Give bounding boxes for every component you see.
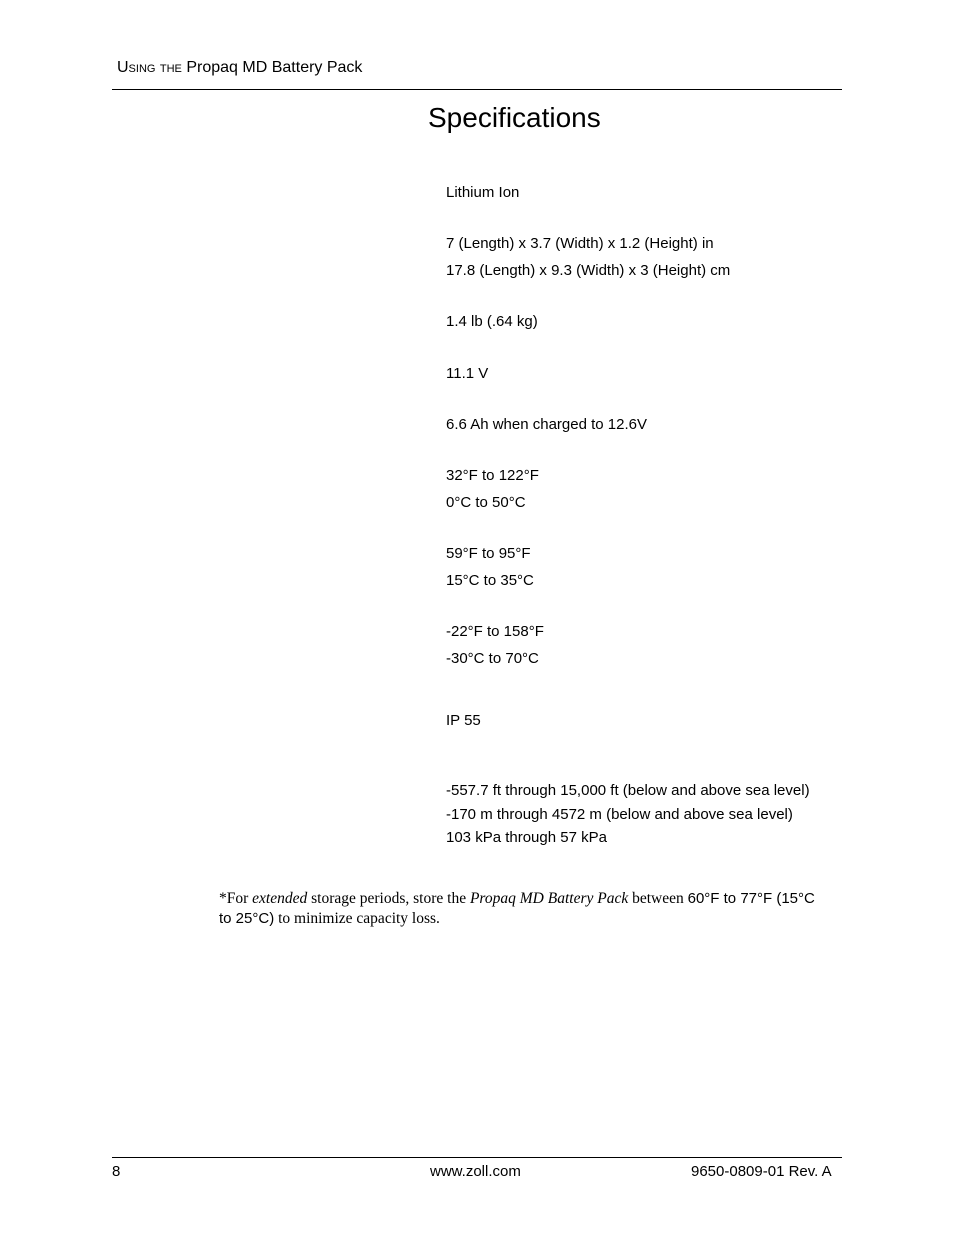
footer-doc-number: 9650-0809-01 Rev. A: [691, 1163, 832, 1180]
header-smallcaps: Using the: [117, 59, 182, 76]
page-title: Specifications: [428, 102, 601, 133]
footer-rule: [112, 1157, 842, 1158]
header-rule: [112, 89, 842, 90]
spec-dimensions-in: 7 (Length) x 3.7 (Width) x 1.2 (Height) in: [446, 235, 714, 252]
footnote-text: storage periods, store the: [307, 890, 470, 907]
spec-storage-temp-f: -22°F to 158°F: [446, 623, 544, 640]
footer-website: www.zoll.com: [430, 1163, 521, 1180]
footnote-text: between: [628, 890, 688, 907]
footnote-emphasis: extended: [252, 890, 308, 907]
spec-charging-temp-c: 15°C to 35°C: [446, 572, 534, 589]
spec-charging-temp-f: 59°F to 95°F: [446, 545, 531, 562]
footnote-text: to minimize capacity loss.: [274, 910, 440, 927]
spec-capacity: 6.6 Ah when charged to 12.6V: [446, 416, 647, 433]
spec-storage-temp-c: -30°C to 70°C: [446, 650, 539, 667]
spec-operating-temp-f: 32°F to 122°F: [446, 467, 539, 484]
spec-voltage: 11.1 V: [446, 365, 489, 382]
spec-dimensions-cm: 17.8 (Length) x 9.3 (Width) x 3 (Height) cm: [446, 262, 731, 279]
running-header: [117, 59, 362, 77]
spec-pressure: 103 kPa through 57 kPa: [446, 829, 607, 846]
footnote-temperature-range: 60°F to 77°F (15°C to 25°C): [219, 890, 815, 927]
header-title: Propaq MD Battery Pack: [186, 59, 363, 76]
spec-ip-rating: IP 55: [446, 712, 481, 729]
spec-altitude-m: -170 m through 4572 m (below and above sea level): [446, 806, 793, 823]
footnote-text: *For: [219, 890, 253, 907]
spec-battery-type: Lithium Ion: [446, 184, 520, 201]
page-number: 8: [112, 1163, 121, 1180]
footnote-product-name: Propaq MD Battery Pack: [469, 890, 629, 907]
spec-operating-temp-c: 0°C to 50°C: [446, 494, 526, 511]
spec-altitude-ft: -557.7 ft through 15,000 ft (below and above sea level): [446, 782, 810, 799]
storage-footnote: [219, 889, 819, 929]
spec-weight: 1.4 lb (.64 kg): [446, 313, 538, 330]
